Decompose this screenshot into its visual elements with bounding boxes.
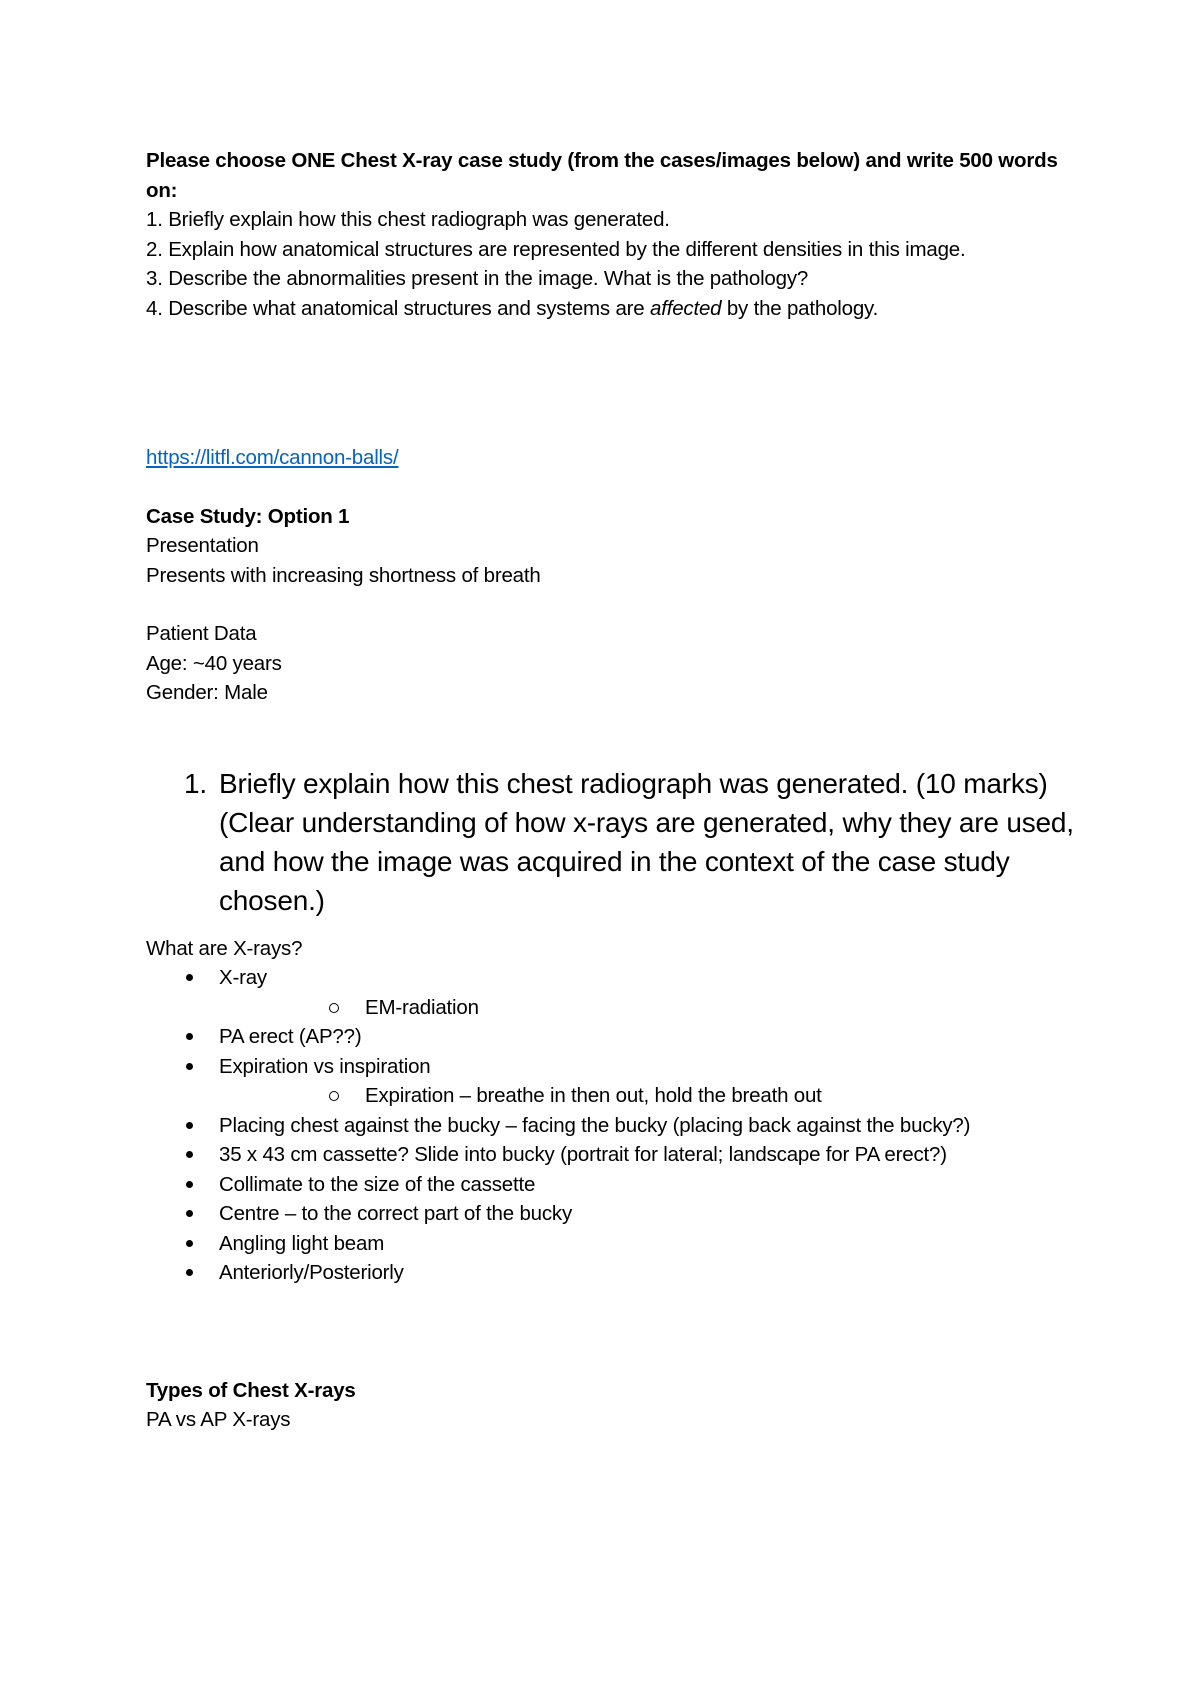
question-criteria: (Clear understanding of how x-rays are generated, why they are used, and how the image was acquired in the context of the case study chosen.) bbox=[219, 806, 1074, 916]
bullet-item bbox=[146, 1022, 1086, 1052]
task-item bbox=[146, 294, 1086, 324]
patient-age: Age: ~40 years bbox=[146, 651, 282, 675]
assignment-prompt: Please choose ONE Chest X-ray case study (from the cases/images below) and write 500 words on: bbox=[146, 149, 1058, 202]
bullet-text: X-ray bbox=[219, 966, 267, 989]
task-item: 1. Briefly explain how this chest radiograph was generated. bbox=[146, 208, 670, 231]
question-item bbox=[146, 764, 1086, 920]
bullet-item bbox=[146, 1111, 1086, 1141]
bullet-item bbox=[146, 1140, 1086, 1170]
bullet-item bbox=[146, 1170, 1086, 1200]
bullet-item bbox=[146, 1258, 1086, 1288]
circle-bullet-icon bbox=[329, 1091, 339, 1101]
circle-bullet-icon bbox=[329, 1003, 339, 1013]
bullet-text: 35 x 43 cm cassette? Slide into bucky (portrait for lateral; landscape for PA erect?) bbox=[219, 1143, 947, 1166]
bullet-text: PA erect (AP??) bbox=[219, 1025, 362, 1048]
presentation-label: Presentation bbox=[146, 534, 259, 557]
task-emphasis: affected bbox=[650, 296, 722, 320]
notes-heading: What are X-rays? bbox=[146, 936, 303, 960]
sub-bullet-item bbox=[219, 993, 1086, 1023]
bullet-text: Angling light beam bbox=[219, 1231, 385, 1255]
bullet-icon bbox=[186, 1151, 193, 1158]
reference-link[interactable]: https://litfl.com/cannon-balls/ bbox=[146, 446, 399, 469]
section-heading: Types of Chest X-rays bbox=[146, 1378, 356, 1402]
bullet-item bbox=[146, 1229, 1086, 1259]
patient-data-label: Patient Data bbox=[146, 622, 257, 645]
bullet-item bbox=[146, 1199, 1086, 1229]
task-text: by the pathology. bbox=[721, 296, 879, 320]
bullet-item bbox=[146, 1052, 1086, 1111]
question-number: 1. bbox=[184, 767, 207, 799]
question-title: Briefly explain how this chest radiograph was generated. (10 marks) bbox=[219, 767, 1048, 799]
bullet-icon bbox=[186, 1122, 193, 1129]
section-subheading: PA vs AP X-rays bbox=[146, 1408, 291, 1431]
bullet-text: Centre – to the correct part of the bucky bbox=[219, 1202, 573, 1225]
bullet-text: Collimate to the size of the cassette bbox=[219, 1172, 536, 1196]
bullet-text: Expiration vs inspiration bbox=[219, 1054, 431, 1078]
bullet-icon bbox=[186, 1269, 193, 1276]
sub-list bbox=[219, 1081, 1086, 1111]
task-item: 2. Explain how anatomical structures are represented by the different densities in this image. bbox=[146, 237, 966, 261]
task-item: 3. Describe the abnormalities present in the image. What is the pathology? bbox=[146, 267, 809, 290]
patient-gender: Gender: Male bbox=[146, 681, 268, 704]
bullet-item bbox=[146, 963, 1086, 1022]
bullet-icon bbox=[186, 1240, 193, 1247]
document-body bbox=[146, 146, 1086, 1435]
sub-bullet-text: Expiration – breathe in then out, hold the breath out bbox=[365, 1084, 822, 1107]
question-list bbox=[146, 764, 1086, 920]
notes-list bbox=[146, 963, 1086, 1288]
bullet-icon bbox=[186, 1210, 193, 1217]
task-text: 4. Describe what anatomical structures and systems are bbox=[146, 296, 650, 320]
presentation-text: Presents with increasing shortness of breath bbox=[146, 563, 541, 587]
bullet-icon bbox=[186, 1033, 193, 1040]
sub-bullet-item bbox=[219, 1081, 1086, 1111]
case-study-title: Case Study: Option 1 bbox=[146, 504, 350, 528]
bullet-icon bbox=[186, 974, 193, 981]
bullet-text: Anteriorly/Posteriorly bbox=[219, 1261, 404, 1284]
bullet-icon bbox=[186, 1181, 193, 1188]
sub-bullet-text: EM-radiation bbox=[365, 995, 479, 1019]
bullet-text: Placing chest against the bucky – facing the bucky (placing back against the bucky?) bbox=[219, 1113, 971, 1137]
sub-list bbox=[219, 993, 1086, 1023]
bullet-icon bbox=[186, 1063, 193, 1070]
